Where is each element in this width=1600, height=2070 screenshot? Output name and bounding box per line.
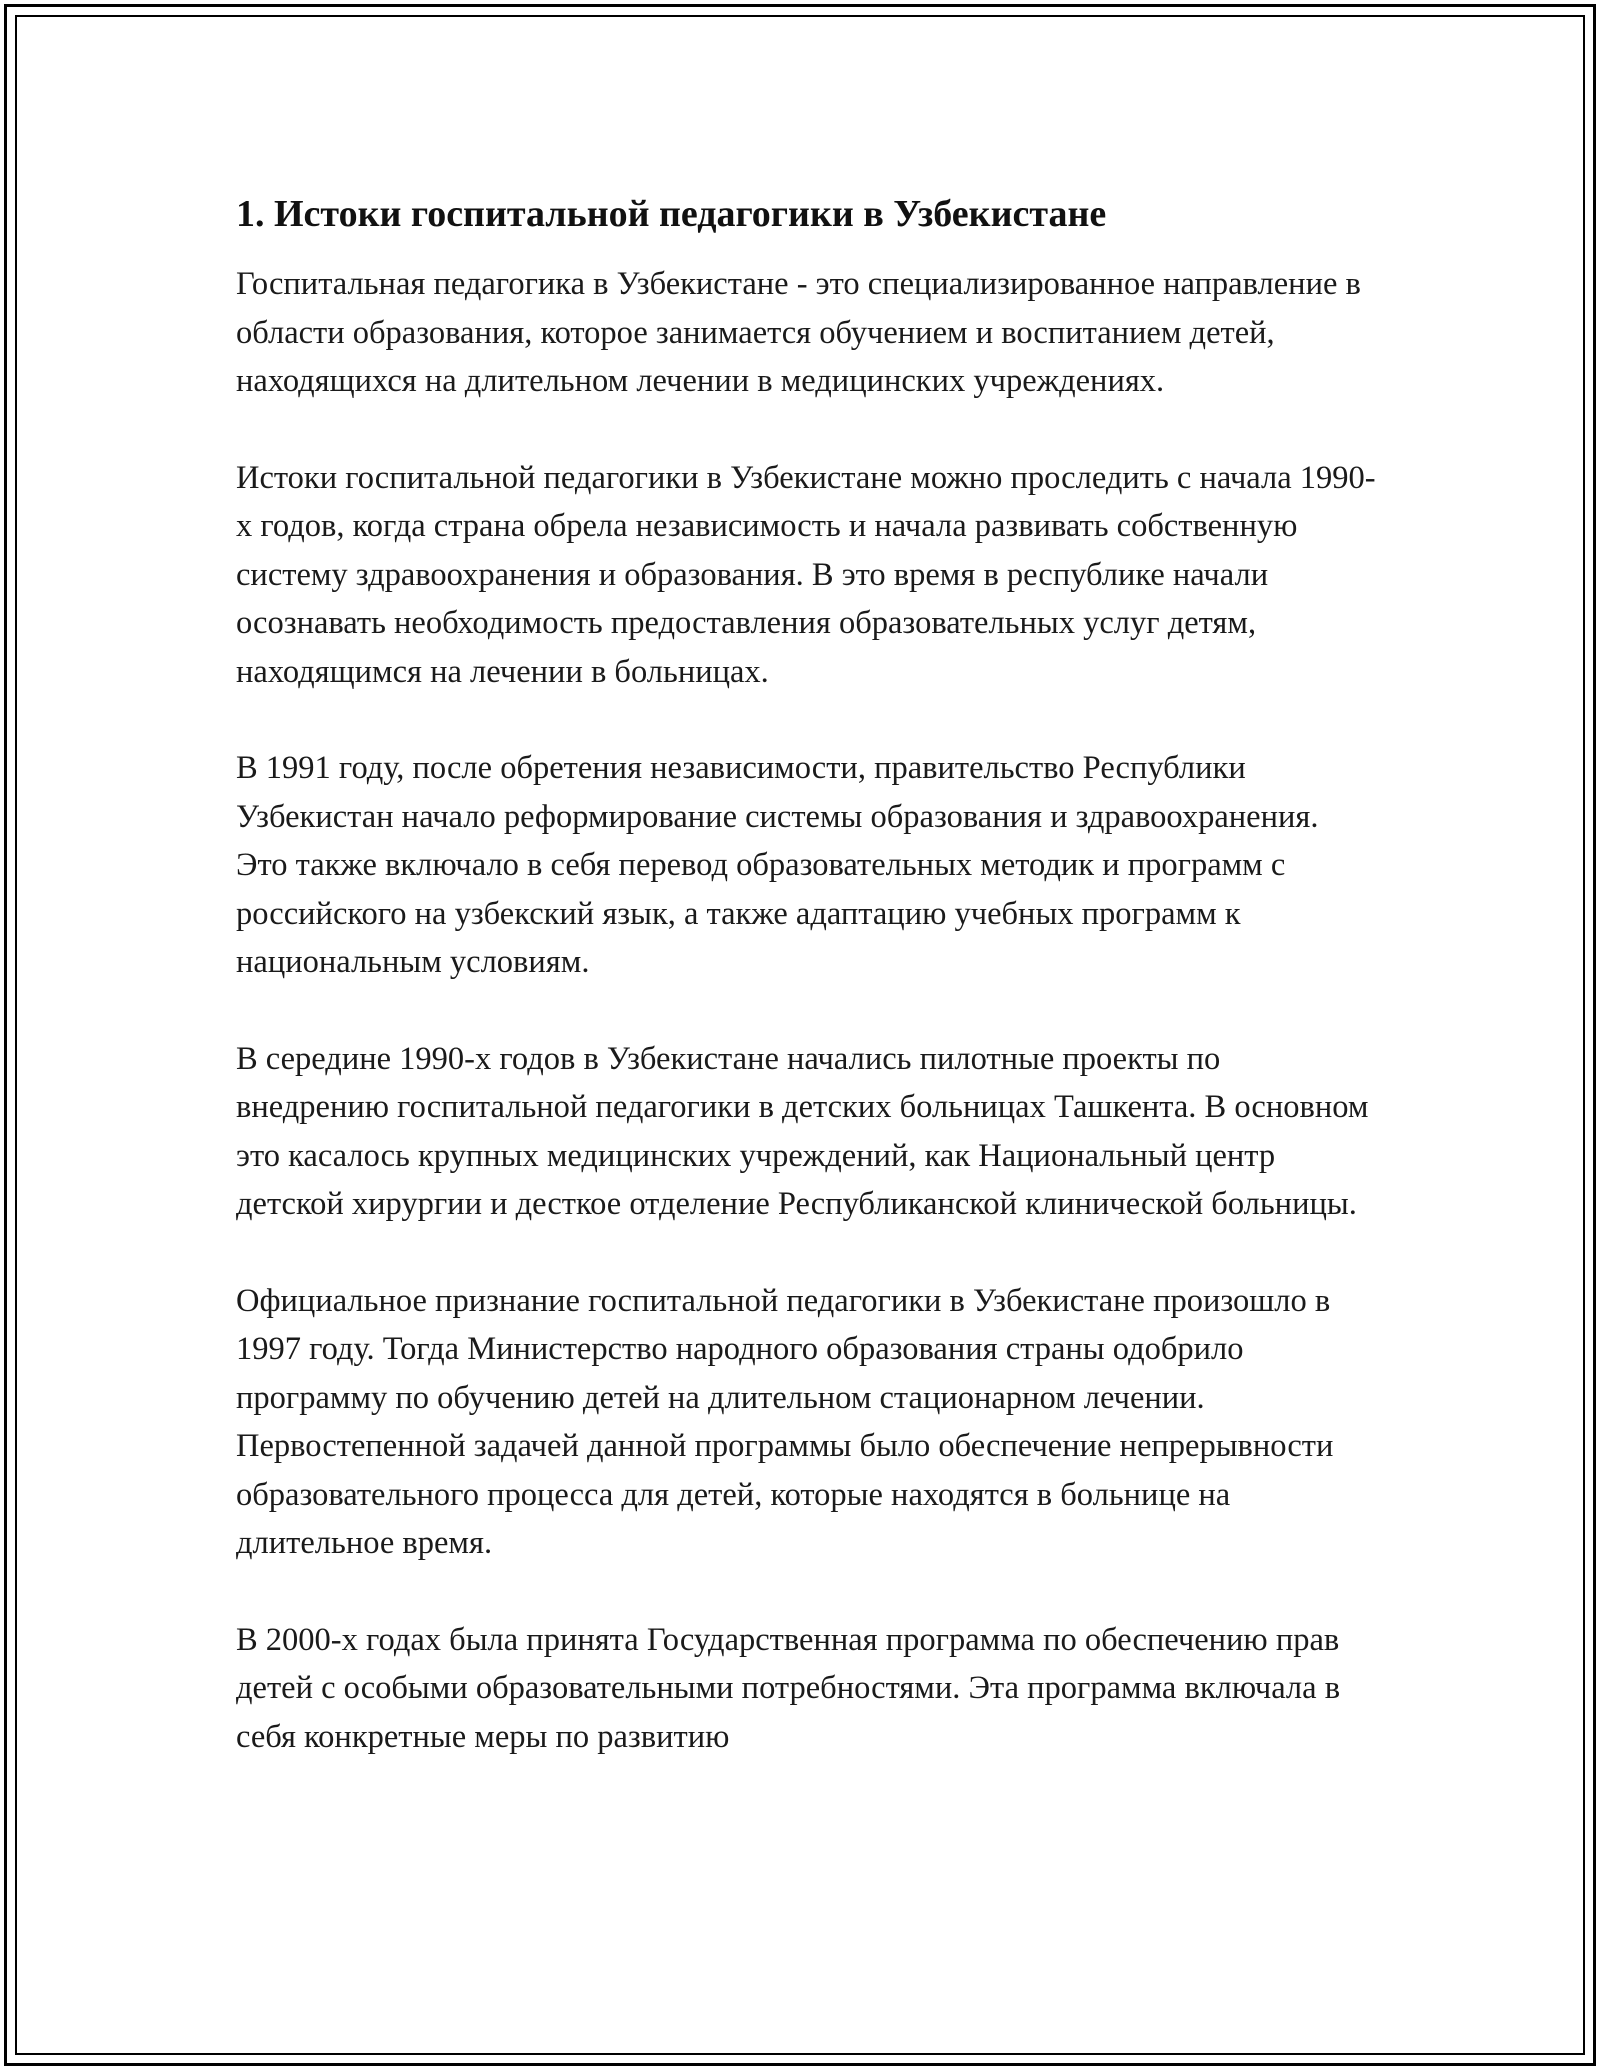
paragraph: Официальное признание госпитальной педагогики в Узбекистане произошло в 1997 году. Тогда Министерство народного образования страны одобрило программу по обучению детей на длительном стационарном лечении. Первостепенной задачей данной программы было обеспечение непрерывности образовательного процесса для детей, которые находятся в больнице на длительное время. bbox=[236, 1282, 1334, 1561]
paragraph: В 1991 году, после обретения независимости, правительство Республики Узбекистан начало реформирование системы образования и здравоохранения. Это также включало в себя перевод образовательных методик и программ с российского на узбекский язык, а также адаптацию учебных программ к национальным условиям. bbox=[236, 750, 1319, 980]
document-body bbox=[236, 190, 1376, 1761]
section-heading: 1. Истоки госпитальной педагогики в Узбекистане bbox=[236, 193, 1107, 235]
paragraph-list bbox=[236, 260, 1376, 1761]
paragraph: В 2000-х годах была принята Государственная программа по обеспечению прав детей с особыми образовательными потребностями. Эта программа включала в себя конкретные меры по развитию bbox=[236, 1621, 1341, 1755]
paragraph: Истоки госпитальной педагогики в Узбекистане можно проследить с начала 1990-х годов, когда страна обрела независимость и начала развивать собственную систему здравоохранения и образования. В это время в республике начали осознавать необходимость предоставления образовательных услуг детям, находящимся на лечении в больницах. bbox=[236, 459, 1376, 690]
paragraph: Госпитальная педагогика в Узбекистане - это специализированное направление в области образования, которое занимается обучением и воспитанием детей, находящихся на длительном лечении в медицинских учреждениях. bbox=[236, 266, 1361, 399]
paragraph: В середине 1990-х годов в Узбекистане начались пилотные проекты по внедрению госпитальной педагогики в детских больницах Ташкента. В основном это касалось крупных медицинских учреждений, как Национальный центр детской хирургии и десткое отделение Республиканской клинической больницы. bbox=[236, 1040, 1369, 1222]
